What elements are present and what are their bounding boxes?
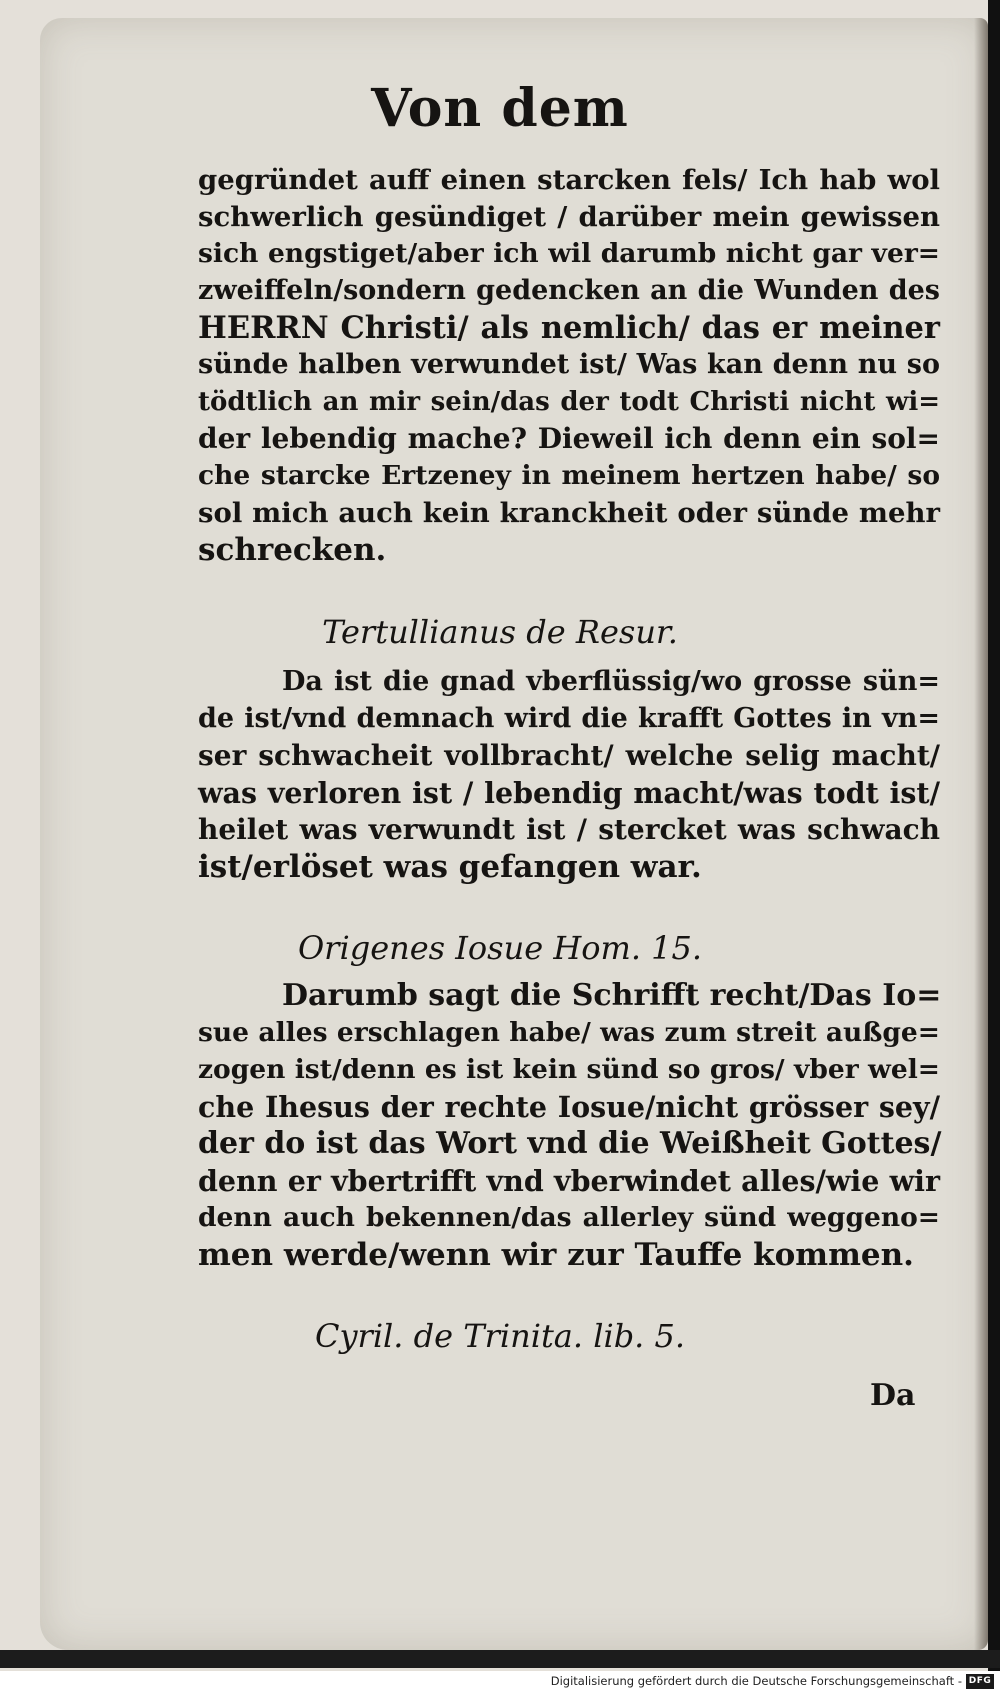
text-line: schwerlich gesündiget / darüber mein gewissen <box>198 201 940 233</box>
dfg-logo: DFG <box>966 1674 994 1689</box>
text-line: tödtlich an mir sein/das der todt Christi nicht wi= <box>198 387 940 417</box>
text-line: HERRN Christi/ als nemlich/ das er meiner <box>198 310 940 346</box>
running-header: Von dem <box>371 78 629 139</box>
text-line: che starcke Ertzeney in meinem hertzen habe/ so <box>198 460 940 491</box>
catchword: Da <box>870 1378 916 1413</box>
text-line: ist/erlöset was gefangen war. <box>198 849 702 885</box>
text-line: sich engstiget/aber ich wil darumb nicht gar ver= <box>198 238 940 269</box>
text-line: was verloren ist / lebendig macht/was todt ist/ <box>198 776 940 810</box>
text-line: gegründet auff einen starcken fels/ Ich hab wol <box>198 164 940 196</box>
text-line: der do ist das Wort vnd die Weißheit Gottes/ <box>198 1126 942 1161</box>
text-line: der lebendig mache? Dieweil ich denn ein sol= <box>198 422 940 455</box>
book-edge-shadow <box>988 0 1000 1692</box>
citation-heading: Tertullianus de Resur. <box>322 613 678 651</box>
text-line: sol mich auch kein kranckheit oder sünde mehr <box>198 497 940 529</box>
citation-heading: Cyril. de Trinita. lib. 5. <box>314 1317 686 1355</box>
text-line: sue alles erschlagen habe/ was zum streit außge= <box>198 1017 940 1048</box>
text-line: Da ist die gnad vberflüssig/wo grosse sün= <box>282 666 940 697</box>
text-line: de ist/vnd demnach wird die krafft Gottes in vn= <box>198 703 940 734</box>
text-line: denn er vbertrifft vnd vberwindet alles/wie wir <box>198 1164 940 1198</box>
text-line: men werde/wenn wir zur Tauffe kommen. <box>198 1237 914 1273</box>
text-line: che Ihesus der rechte Iosue/nicht grösser sey/ <box>198 1090 940 1124</box>
page-bottom-shadow <box>0 1650 1000 1668</box>
text-line: zogen ist/denn es ist kein sünd so gros/ vber wel= <box>198 1054 940 1085</box>
text-line: denn auch bekennen/das allerley sünd weggeno= <box>198 1202 940 1233</box>
text-line: ser schwacheit vollbracht/ welche selig macht/ <box>198 739 940 772</box>
digitization-footer <box>0 1671 1000 1692</box>
text-line: Darumb sagt die Schrifft recht/Das Io= <box>282 978 942 1013</box>
text-line: sünde halben verwundet ist/ Was kan denn nu so <box>198 349 940 380</box>
text-line: zweiffeln/sondern gedencken an die Wunden des <box>198 275 940 306</box>
text-line: heilet was verwundt ist / stercket was schwach <box>198 813 940 846</box>
page-edge-shading <box>974 18 988 1650</box>
text-line: schrecken. <box>198 532 387 568</box>
funding-credit: Digitalisierung gefördert durch die Deutsche Forschungsgemeinschaft - <box>550 1674 962 1688</box>
citation-heading: Origenes Iosue Hom. 15. <box>297 929 703 967</box>
